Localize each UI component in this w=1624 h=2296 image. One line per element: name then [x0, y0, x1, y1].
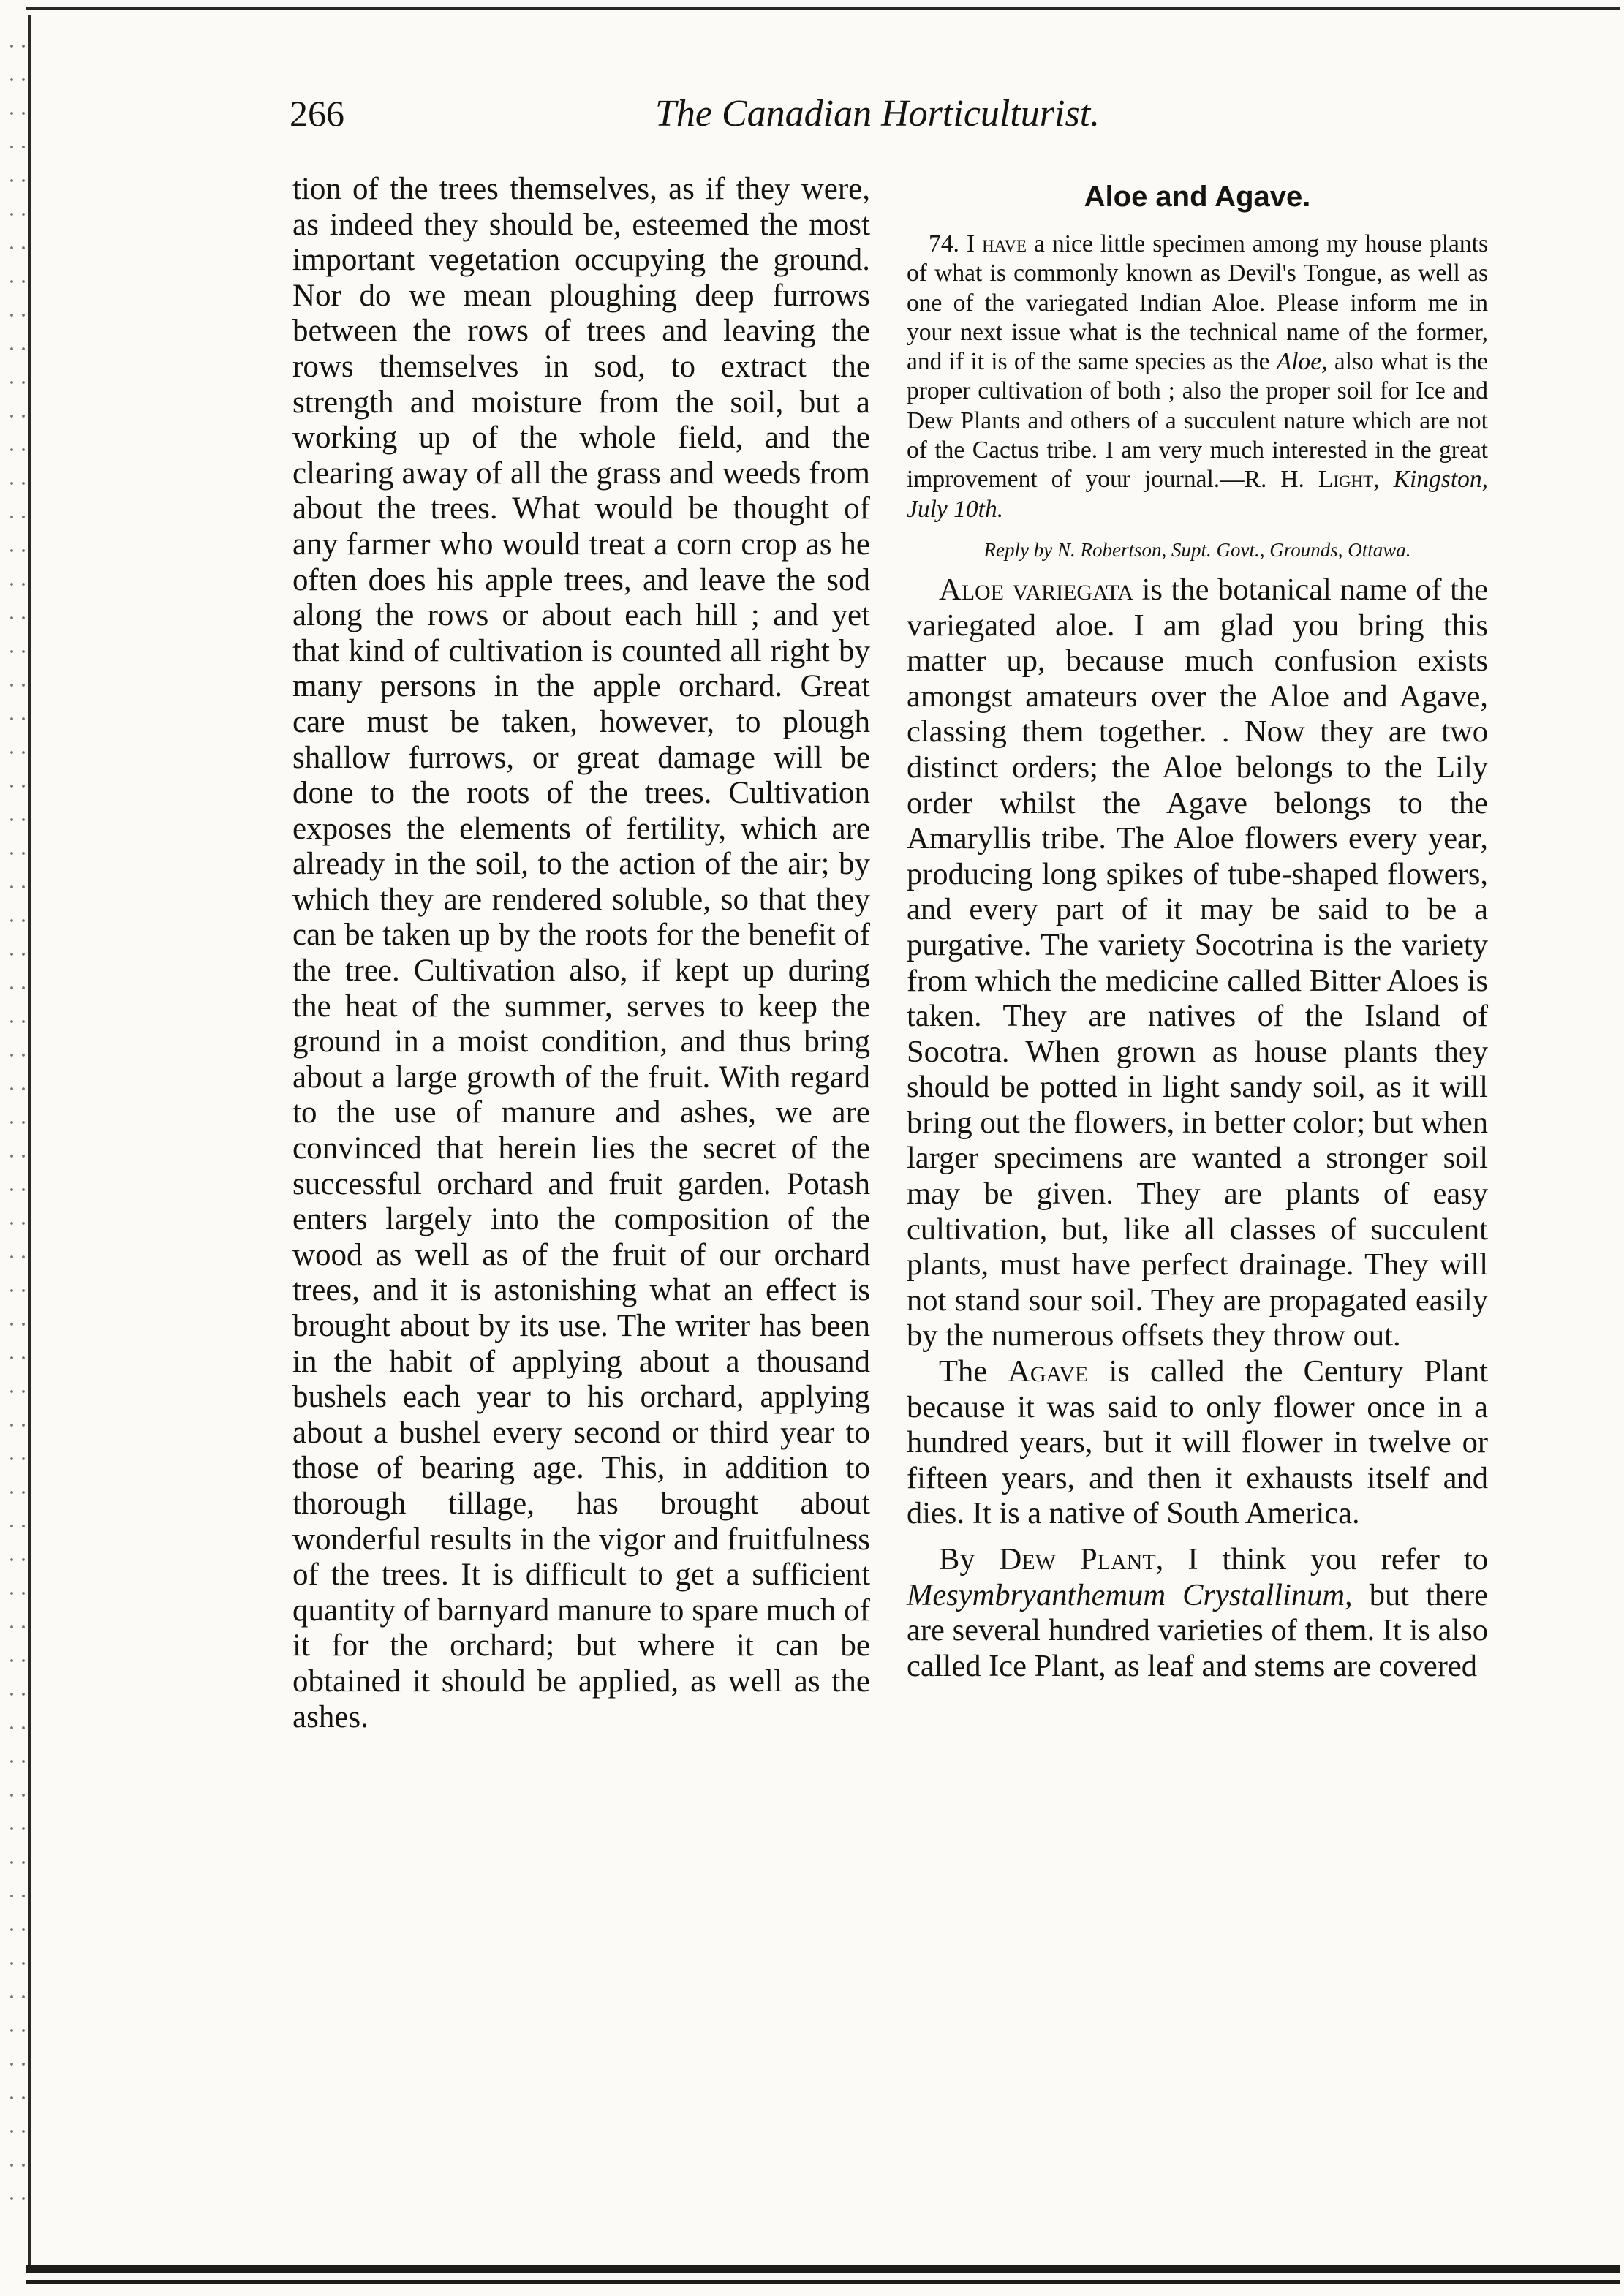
- reply-italic-species: Mesymbryanthemum Crystallinum,: [907, 1577, 1353, 1612]
- running-title: The Canadian Horticulturist.: [655, 93, 1100, 135]
- reply-lead: Aloe variegata: [939, 572, 1133, 607]
- reply-text: I think you refer to: [1187, 1542, 1489, 1576]
- query-number: 74.: [929, 230, 959, 257]
- binding-bar: [28, 15, 31, 2267]
- bottom-rule-2: [26, 2280, 1620, 2284]
- reply-attribution: Reply by N. Robertson, Supt. Govt., Grounds, Ottawa.: [983, 538, 1411, 561]
- reply-text-2: but there are several hundred varieties of them. It is also called Ice Plant, as leaf and stems are covered: [907, 1577, 1488, 1683]
- body-paragraph: tion of the trees themselves, as if they were, as indeed they should be, esteemed the most important vegetation occupying the ground. Nor do we mean ploughing deep furrows between the rows of trees and leaving the rows themselves in sod, to extract the strength and moisture from the soil, but a working up of the whole field, and the clearing away of all the grass and weeds from about the trees. What would be thought of any farmer who would treat a corn crop as he often does his apple trees, and leave the sod along the rows or about each hill ; and yet that kind of cultivation is counted all right by many persons in the apple orchard. Great care must be taken, however, to plough shallow furrows, or great damage will be done to the roots of the trees. Cultivation exposes the elements of fertility, which are already in the soil, to the action of the air; by which they are rendered soluble, so that they can be taken up by the roots for the benefit of the tree. Cultivation also, if kept up during the heat of the summer, serves to keep the ground in a moist condition, and thus bring about a large growth of the fruit. With regard to the use of manure and ashes, we are convinced that herein lies the secret of the successful orchard and fruit garden. Potash enters largely into the composition of the wood as well as of the fruit of our orchard trees, and it is astonishing what an effect is brought about by its use. The writer has been in the habit of applying about a thousand bushels each year to his orchard, applying about a bushel every second or third year to those of bearing age. This, in addition to thorough tillage, has brought about wonderful results in the vigor and fruitfulness of the trees. It is difficult to get a sufficient quantity of barnyard manure to spare much of it for the orchard; but where it can be obtained it should be applied, as well as the ashes.: [292, 172, 870, 1734]
- left-column-text: [292, 172, 870, 1735]
- reply-lead: Agave: [1008, 1354, 1089, 1389]
- reply-paragraph-agave: [907, 1354, 1488, 1532]
- reader-query: [907, 230, 1488, 524]
- query-text-2: also what is the proper cultivation of both ; also the proper soil for Ice and Dew Plants and others of a succulent nature which are not of the Cactus tribe. I am very much interested in the great improvement of your journal.—: [907, 348, 1489, 494]
- left-column: [292, 172, 870, 1735]
- article-title: Aloe and Agave.: [1084, 181, 1311, 213]
- query-text: a nice little specimen among my house plants of what is commonly known as Devil's Tongue, as well as one of the variegated Indian Aloe. Please inform me in your next issue what is the technical name of the former, and if it is of the same species as the: [907, 230, 1488, 376]
- top-rule: [26, 7, 1620, 10]
- reply-text: is called the Century Plant because it was said to only flower once in a hundred years, but it will flower in twelve or fifteen years, and then it exhausts itself and dies. It is a native of South America.: [907, 1354, 1488, 1531]
- query-lead-word: I have: [966, 230, 1027, 257]
- query-italic-word: Aloe,: [1276, 348, 1328, 376]
- page-header: [290, 92, 1489, 158]
- reply-pre: By: [939, 1542, 975, 1576]
- page-number: 266: [290, 93, 344, 134]
- query-signature-name: R. H. Light,: [1244, 466, 1380, 494]
- reply-pre: The: [939, 1354, 988, 1389]
- binding-marks: [6, 29, 28, 2223]
- bottom-rule: [26, 2265, 1620, 2273]
- right-column: [907, 172, 1488, 1684]
- reply-lead: Dew Plant,: [999, 1542, 1164, 1576]
- reply-text: is the botanical name of the variegated aloe. I am glad you bring this matter up, because much confusion exists amongst amateurs over the Aloe and Agave, classing them together. . Now they are two distinct orders; the Aloe belongs to the Lily order whilst the Agave belongs to the Amaryllis tribe. The Aloe flowers every year, producing long spikes of tube-shaped flowers, and every part of it may be said to be a purgative. The variety Socotrina is the variety from which the medicine called Bitter Aloes is taken. They are natives of the Island of Socotra. When grown as house plants they should be potted in light sandy soil, as it will bring out the flowers, in better color; but when larger specimens are wanted a stronger soil may be given. They are plants of easy cultivation, but, like all classes of succulent plants, must have perfect drainage. They will not stand sour soil. They are propagated easily by the numerous offsets they throw out.: [907, 572, 1489, 1353]
- reply-paragraph-dew-plant: [907, 1542, 1488, 1684]
- page-binding-edge: [6, 0, 44, 2296]
- reply-paragraph-aloe: [907, 573, 1488, 1354]
- query-signature-place-date: Kingston, July 10th.: [907, 466, 1489, 523]
